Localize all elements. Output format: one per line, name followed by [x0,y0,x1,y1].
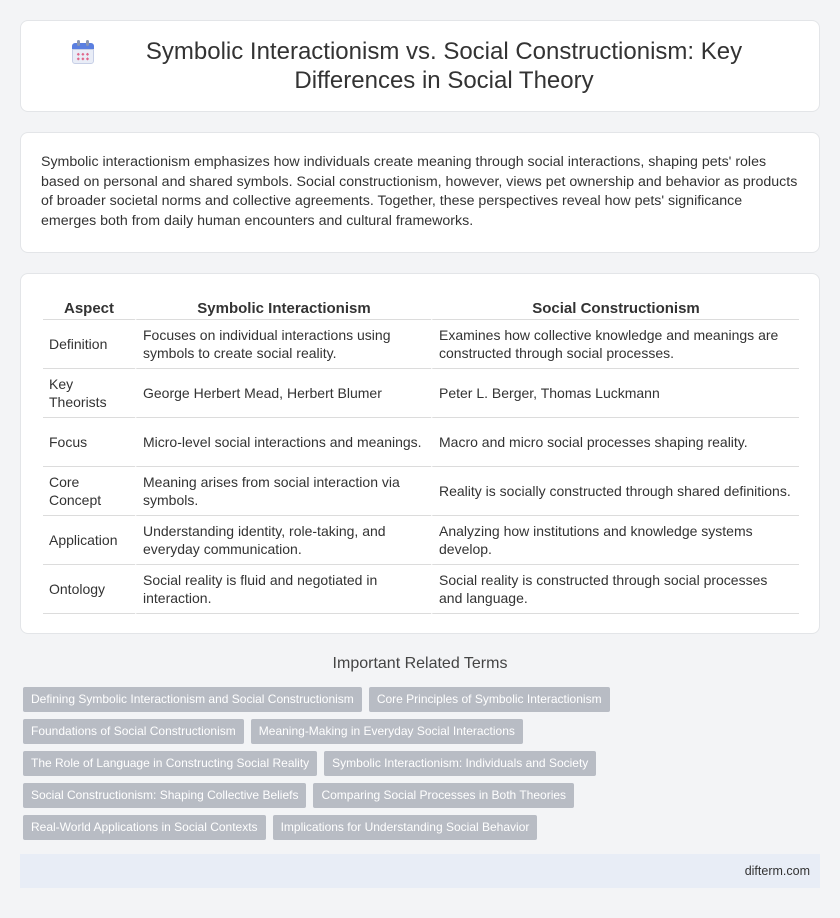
cell-aspect: Application [43,516,135,565]
table-row [43,467,799,516]
cell-symbolic: Meaning arises from social interaction via symbols. [135,467,431,516]
related-term-tag[interactable]: Comparing Social Processes in Both Theories [313,783,574,808]
cell-social: Analyzing how institutions and knowledge systems develop. [431,516,799,565]
cell-social: Peter L. Berger, Thomas Luckmann [431,369,799,418]
tag-row [23,719,823,751]
tag-row [23,783,823,815]
comparison-table-card [20,273,820,634]
cell-symbolic: Understanding identity, role-taking, and everyday communication. [135,516,431,565]
table-row [43,369,799,418]
footer-site-link[interactable]: difterm.com [744,864,810,878]
related-term-tag[interactable]: Meaning-Making in Everyday Social Interactions [251,719,523,744]
cell-aspect: Ontology [43,565,135,614]
table-row [43,320,799,369]
related-term-tag[interactable]: Implications for Understanding Social Behavior [273,815,538,840]
comparison-table [43,294,799,614]
header-symbolic-interactionism: Symbolic Interactionism [135,294,431,320]
calendar-icon [70,40,96,66]
related-term-tag[interactable]: Defining Symbolic Interactionism and Social Constructionism [23,687,362,712]
related-term-tag[interactable]: The Role of Language in Constructing Social Reality [23,751,317,776]
cell-symbolic: George Herbert Mead, Herbert Blumer [135,369,431,418]
tag-row [23,815,823,847]
cell-symbolic: Focuses on individual interactions using symbols to create social reality. [135,320,431,369]
intro-paragraph: Symbolic interactionism emphasizes how individuals create meaning through social interactions, shaping pets' roles based on personal and shared symbols. Social constructionism, however, views pet ownership and behavior as products of broader societal norms and collective agreements. Together, these perspectives reveal how pets' significance emerges both from daily human encounters and cultural frameworks. [41,154,798,229]
cell-social: Reality is socially constructed through shared definitions. [431,467,799,516]
cell-aspect: Key Theorists [43,369,135,418]
related-term-tag[interactable]: Foundations of Social Constructionism [23,719,244,744]
cell-social: Macro and micro social processes shaping reality. [431,418,799,467]
header [70,37,770,95]
tag-row [23,687,823,719]
table-row [43,516,799,565]
header-social-constructionism: Social Constructionism [431,294,799,320]
related-term-tag[interactable]: Core Principles of Symbolic Interactionism [369,687,610,712]
cell-social: Examines how collective knowledge and meanings are constructed through social processes. [431,320,799,369]
footer [20,854,820,888]
cell-aspect: Focus [43,418,135,467]
cell-symbolic: Social reality is fluid and negotiated in interaction. [135,565,431,614]
related-terms-list [23,687,823,847]
cell-social: Social reality is constructed through social processes and language. [431,565,799,614]
related-term-tag[interactable]: Real-World Applications in Social Contexts [23,815,266,840]
related-term-tag[interactable]: Social Constructionism: Shaping Collective Beliefs [23,783,306,808]
related-term-tag[interactable]: Symbolic Interactionism: Individuals and Society [324,751,596,776]
table-row [43,418,799,467]
cell-aspect: Core Concept [43,467,135,516]
table-row [43,565,799,614]
related-terms-title: Important Related Terms [332,655,508,672]
header-aspect: Aspect [43,294,135,320]
tag-row [23,751,823,783]
cell-aspect: Definition [43,320,135,369]
page-title: Symbolic Interactionism vs. Social Constructionism: Key Differences in Social Theory [145,38,743,94]
cell-symbolic: Micro-level social interactions and meanings. [135,418,431,467]
table-header-row [43,294,799,320]
header-card [20,20,820,112]
intro-card [20,132,820,253]
